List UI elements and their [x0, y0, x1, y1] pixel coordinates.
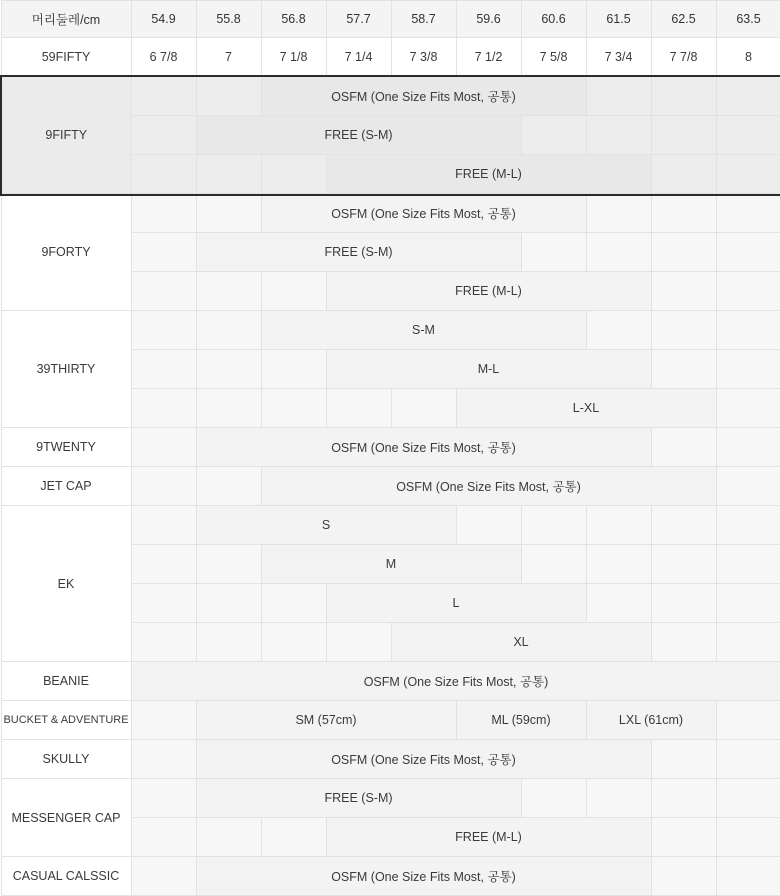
cell-blank [651, 311, 716, 350]
cell-blank [131, 272, 196, 311]
cell-blank [196, 545, 261, 584]
cell-blank [131, 545, 196, 584]
cell-blank [651, 545, 716, 584]
cell-blank [716, 389, 780, 428]
cell-blank [651, 233, 716, 272]
group-bucket-adventure[interactable] [1, 701, 780, 740]
cell-blank [131, 350, 196, 389]
cell-blank [196, 350, 261, 389]
cell-blank [716, 194, 780, 233]
cell-blank [651, 857, 716, 896]
cell-blank [651, 584, 716, 623]
cell-blank [716, 428, 780, 467]
group-59fifty [1, 38, 780, 77]
cell-band-lxl-61: LXL (61cm) [586, 701, 716, 740]
cell-value: 6 7/8 [131, 38, 196, 77]
cell-blank [651, 272, 716, 311]
header-size-5: 59.6 [456, 1, 521, 38]
header-size-2: 56.8 [261, 1, 326, 38]
cell-blank [716, 233, 780, 272]
cell-value: 8 [716, 38, 780, 77]
row-label-59fifty: 59FIFTY [1, 38, 131, 77]
cell-blank [716, 77, 780, 116]
cell-blank [196, 389, 261, 428]
row-label-9forty: 9FORTY [1, 194, 131, 311]
cell-blank [716, 740, 780, 779]
cell-value: 7 3/8 [391, 38, 456, 77]
cell-value: 7 1/2 [456, 38, 521, 77]
cell-blank [586, 311, 651, 350]
table-row [1, 779, 780, 818]
group-9fifty[interactable] [1, 77, 780, 194]
cell-blank [131, 194, 196, 233]
cell-blank [716, 818, 780, 857]
cell-blank [261, 584, 326, 623]
cell-blank [131, 701, 196, 740]
cell-blank [586, 233, 651, 272]
cell-band-osfm: OSFM (One Size Fits Most, 공통) [261, 194, 586, 233]
table-row [1, 194, 780, 233]
row-label-bucket-adventure: BUCKET & ADVENTURE [1, 701, 131, 740]
cell-blank [716, 857, 780, 896]
header-size-9: 63.5 [716, 1, 780, 38]
row-label-9fifty: 9FIFTY [1, 77, 131, 194]
cell-blank [716, 623, 780, 662]
table-row [1, 701, 780, 740]
cell-blank [586, 116, 651, 155]
cell-blank [131, 857, 196, 896]
cell-blank [716, 155, 780, 194]
group-casual-calssic[interactable] [1, 857, 780, 896]
cell-blank [196, 77, 261, 116]
cell-blank [196, 623, 261, 662]
cell-blank [651, 155, 716, 194]
cell-blank [651, 428, 716, 467]
cell-band-l: L [326, 584, 586, 623]
group-jet-cap[interactable] [1, 467, 780, 506]
cell-band-free-sm: FREE (S-M) [196, 233, 521, 272]
cell-blank [131, 818, 196, 857]
cell-blank [326, 389, 391, 428]
row-label-skully: SKULLY [1, 740, 131, 779]
cell-band-lxl: L-XL [456, 389, 716, 428]
header-size-4: 58.7 [391, 1, 456, 38]
cell-band-osfm: OSFM (One Size Fits Most, 공통) [196, 428, 651, 467]
cell-blank [651, 116, 716, 155]
cell-blank [716, 545, 780, 584]
table-row [1, 428, 780, 467]
cell-band-free-ml: FREE (M-L) [326, 818, 651, 857]
cell-blank [521, 116, 586, 155]
cell-band-free-sm: FREE (S-M) [196, 779, 521, 818]
cell-blank [131, 77, 196, 116]
cell-blank [651, 818, 716, 857]
cell-blank [716, 272, 780, 311]
group-39thirty[interactable] [1, 311, 780, 428]
table-row [1, 467, 780, 506]
cell-band-free-sm: FREE (S-M) [196, 116, 521, 155]
cell-value: 7 1/4 [326, 38, 391, 77]
header-size-6: 60.6 [521, 1, 586, 38]
cell-blank [196, 818, 261, 857]
cell-band-free-ml: FREE (M-L) [326, 272, 651, 311]
cell-blank [131, 311, 196, 350]
cell-blank [131, 116, 196, 155]
table-row [1, 857, 780, 896]
row-label-messenger-cap: MESSENGER CAP [1, 779, 131, 857]
header-size-3: 57.7 [326, 1, 391, 38]
cell-band-sm-57: SM (57cm) [196, 701, 456, 740]
table-row [1, 740, 780, 779]
row-label-39thirty: 39THIRTY [1, 311, 131, 428]
cell-blank [196, 584, 261, 623]
cell-blank [261, 623, 326, 662]
cell-blank [651, 194, 716, 233]
table-header [1, 1, 780, 38]
cell-band-osfm: OSFM (One Size Fits Most, 공통) [131, 662, 780, 701]
row-label-casual-calssic: CASUAL CALSSIC [1, 857, 131, 896]
cell-blank [196, 311, 261, 350]
cell-band-free-ml: FREE (M-L) [326, 155, 651, 194]
table-row [1, 311, 780, 350]
table-row [1, 77, 780, 116]
cell-blank [196, 272, 261, 311]
cell-blank [716, 467, 780, 506]
group-ek[interactable] [1, 506, 780, 662]
cell-blank [586, 584, 651, 623]
cell-blank [261, 350, 326, 389]
header-circumference-label: 머리둘레/cm [1, 1, 131, 38]
cell-blank [131, 506, 196, 545]
cell-blank [651, 740, 716, 779]
cell-blank [716, 350, 780, 389]
cell-blank [651, 779, 716, 818]
cell-band-m: M [261, 545, 521, 584]
cell-blank [326, 623, 391, 662]
cell-band-ml: M-L [326, 350, 651, 389]
cell-blank [131, 233, 196, 272]
cell-blank [716, 584, 780, 623]
cell-blank [651, 77, 716, 116]
cell-blank [586, 545, 651, 584]
cell-blank [196, 467, 261, 506]
cell-blank [651, 506, 716, 545]
cell-value: 7 5/8 [521, 38, 586, 77]
cell-blank [716, 311, 780, 350]
cell-blank [131, 389, 196, 428]
group-skully[interactable] [1, 740, 780, 779]
cell-blank [586, 77, 651, 116]
cell-band-osfm: OSFM (One Size Fits Most, 공통) [196, 857, 651, 896]
cell-blank [261, 155, 326, 194]
cell-blank [521, 545, 586, 584]
cell-blank [521, 506, 586, 545]
cell-blank [716, 779, 780, 818]
row-label-9twenty: 9TWENTY [1, 428, 131, 467]
row-label-beanie: BEANIE [1, 662, 131, 701]
cell-value: 7 1/8 [261, 38, 326, 77]
group-beanie[interactable] [1, 662, 780, 701]
cell-blank [521, 779, 586, 818]
cell-blank [586, 194, 651, 233]
cell-blank [131, 467, 196, 506]
cell-value: 7 [196, 38, 261, 77]
cell-blank [586, 506, 651, 545]
cell-blank [261, 272, 326, 311]
cell-blank [716, 701, 780, 740]
cell-band-osfm: OSFM (One Size Fits Most, 공통) [196, 740, 651, 779]
table-row [1, 38, 780, 77]
cell-blank [131, 584, 196, 623]
cell-blank [261, 389, 326, 428]
table-row [1, 506, 780, 545]
cell-blank [521, 233, 586, 272]
cell-blank [131, 623, 196, 662]
header-size-1: 55.8 [196, 1, 261, 38]
cell-blank [261, 818, 326, 857]
cell-band-sm: S-M [261, 311, 586, 350]
header-row [1, 1, 780, 38]
cell-blank [716, 506, 780, 545]
cell-band-osfm: OSFM (One Size Fits Most, 공통) [261, 77, 586, 116]
cell-value: 7 7/8 [651, 38, 716, 77]
cell-band-osfm: OSFM (One Size Fits Most, 공통) [261, 467, 716, 506]
cell-blank [586, 779, 651, 818]
cell-band-xl: XL [391, 623, 651, 662]
cell-blank [716, 116, 780, 155]
group-9twenty[interactable] [1, 428, 780, 467]
cell-blank [131, 740, 196, 779]
cell-value: 7 3/4 [586, 38, 651, 77]
cell-band-ml-59: ML (59cm) [456, 701, 586, 740]
group-9forty[interactable] [1, 194, 780, 311]
row-label-ek: EK [1, 506, 131, 662]
row-label-jet-cap: JET CAP [1, 467, 131, 506]
cell-blank [651, 350, 716, 389]
cell-blank [131, 428, 196, 467]
header-size-7: 61.5 [586, 1, 651, 38]
cell-blank [391, 389, 456, 428]
header-size-8: 62.5 [651, 1, 716, 38]
cell-blank [131, 155, 196, 194]
cell-blank [651, 623, 716, 662]
cell-band-s: S [196, 506, 456, 545]
cell-blank [196, 155, 261, 194]
table-row [1, 662, 780, 701]
cell-blank [456, 506, 521, 545]
cell-blank [196, 194, 261, 233]
cell-blank [131, 779, 196, 818]
header-size-0: 54.9 [131, 1, 196, 38]
group-messenger-cap[interactable] [1, 779, 780, 857]
